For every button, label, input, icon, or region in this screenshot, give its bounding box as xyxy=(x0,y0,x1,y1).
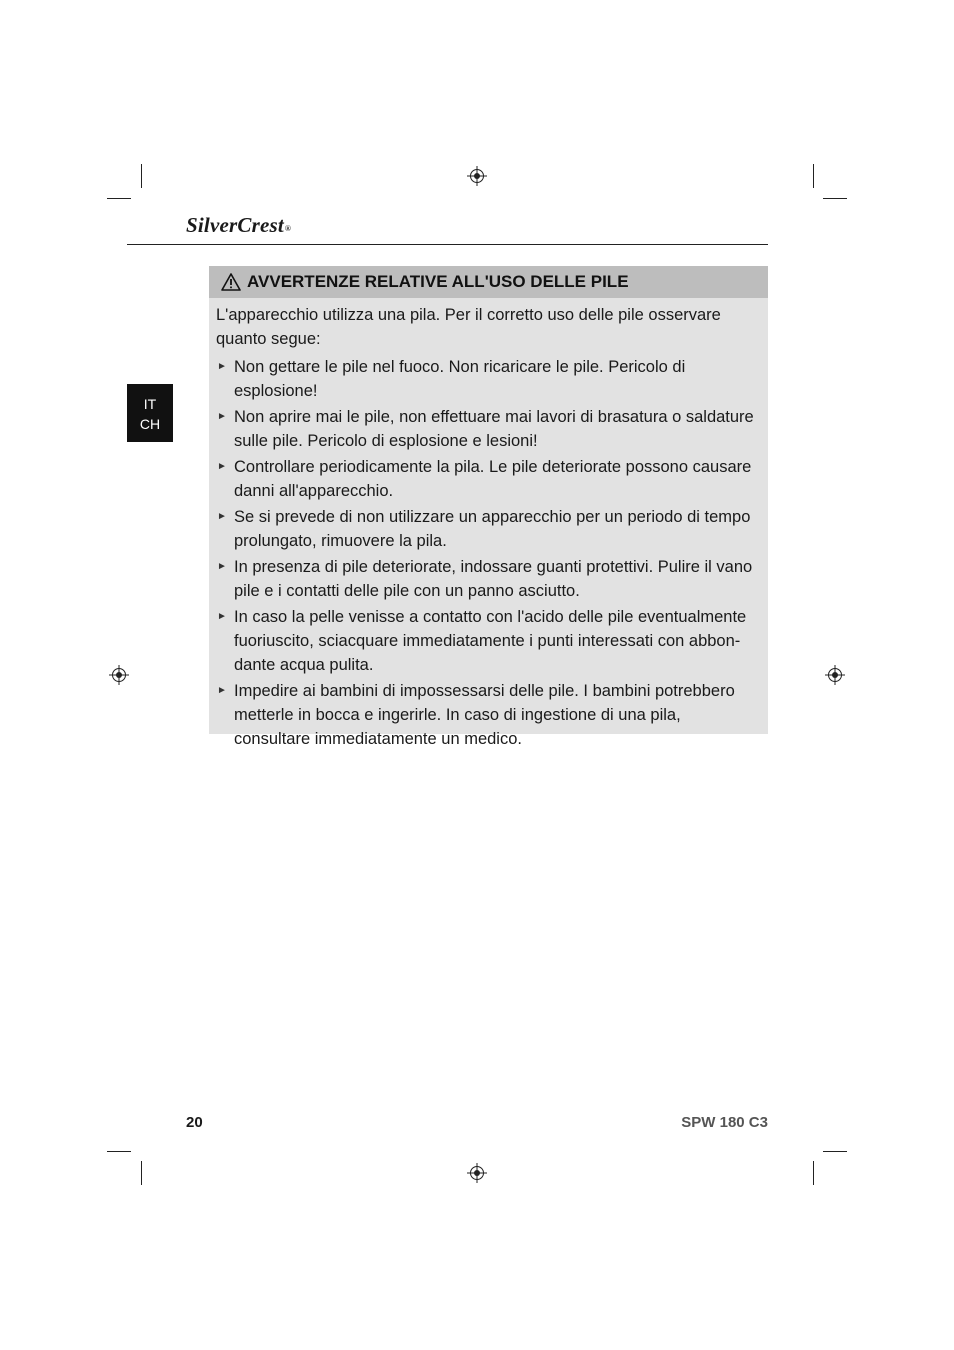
list-item: ► In caso la pelle venisse a contatto con l'acido delle pile eventualmente fuoriuscito, sciacquare immediatamente i punti interessati con abbon- dante acqua pulita. xyxy=(216,605,760,677)
warning-header xyxy=(209,266,768,298)
list-item: ► Controllare periodicamente la pila. Le pile deteriorate possono causare danni all'apparecchio. xyxy=(216,455,760,503)
list-item: ► In presenza di pile deteriorate, indossare guanti protettivi. Pulire il vano pile e i contatti delle pile con un panno asciutto. xyxy=(216,555,760,603)
registered-mark: ® xyxy=(284,224,292,233)
registration-mark-icon xyxy=(467,1163,487,1183)
warning-body xyxy=(209,298,768,751)
bullet-arrow-icon: ► xyxy=(217,611,227,622)
brand-name: SilverCrest xyxy=(186,213,284,237)
crop-mark xyxy=(141,1161,142,1185)
list-item: ► Impedire ai bambini di impossessarsi delle pile. I bambini potrebbero metterle in bocca e ingerirle. In caso di ingestione di una pila, consultare immediatamente un medico. xyxy=(216,679,760,751)
bullet-arrow-icon: ► xyxy=(217,561,227,572)
crop-mark xyxy=(107,198,131,199)
crop-mark xyxy=(141,164,142,188)
warning-triangle-icon xyxy=(221,273,241,291)
list-item: ► Non aprire mai le pile, non effettuare mai lavori di brasatura o saldature sulle pile. Pericolo di esplosione e lesioni! xyxy=(216,405,760,453)
list-item: ► Non gettare le pile nel fuoco. Non ricaricare le pile. Pericolo di esplosione! xyxy=(216,355,760,403)
page-number: 20 xyxy=(186,1114,203,1131)
header-divider xyxy=(127,244,768,245)
list-item: ► Se si prevede di non utilizzare un apparecchio per un periodo di tempo prolungato, rimuovere la pila. xyxy=(216,505,760,553)
battery-warning-box xyxy=(209,266,768,748)
language-tab xyxy=(127,384,173,442)
bullet-arrow-icon: ► xyxy=(217,361,227,372)
warning-title: AVVERTENZE RELATIVE ALL'USO DELLE PILE xyxy=(247,272,629,291)
crop-mark xyxy=(107,1151,131,1152)
crop-mark xyxy=(813,164,814,188)
bullet-arrow-icon: ► xyxy=(217,511,227,522)
bullet-arrow-icon: ► xyxy=(217,685,227,696)
registration-mark-icon xyxy=(467,166,487,186)
model-number: SPW 180 C3 xyxy=(681,1114,768,1131)
language-code-ch: CH xyxy=(139,416,161,432)
crop-mark xyxy=(813,1161,814,1185)
registration-mark-icon xyxy=(109,665,129,685)
warning-list xyxy=(216,355,760,751)
bullet-arrow-icon: ► xyxy=(217,411,227,422)
crop-mark xyxy=(823,198,847,199)
registration-mark-icon xyxy=(825,665,845,685)
language-code-it: IT xyxy=(143,396,157,412)
bullet-arrow-icon: ► xyxy=(217,461,227,472)
brand-logo xyxy=(186,212,291,238)
warning-intro: L'apparecchio utilizza una pila. Per il corretto uso delle pile osservare quanto segue: xyxy=(216,306,721,348)
crop-mark xyxy=(823,1151,847,1152)
